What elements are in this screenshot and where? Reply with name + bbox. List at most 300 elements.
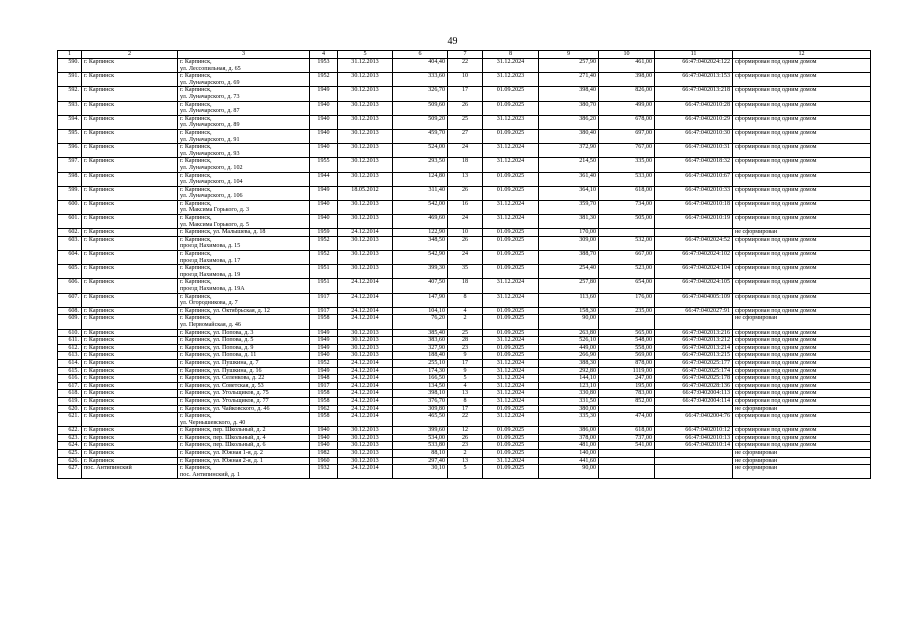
header-row — [58, 51, 871, 59]
table-row — [58, 265, 871, 279]
value-cell: 144,10 — [539, 375, 599, 383]
date-cell: 01.09.2025 — [483, 405, 539, 413]
value-cell: 254,40 — [539, 265, 599, 279]
status-cell: сформирован под одним домом — [733, 129, 871, 143]
status-cell: сформирован под одним домом — [733, 115, 871, 129]
column-header: 1 — [58, 51, 82, 59]
settlement-cell: г. Карпинск — [82, 390, 178, 398]
value-cell: 364,10 — [539, 186, 599, 200]
table-row — [58, 457, 871, 465]
address-cell — [178, 352, 310, 360]
value-cell: 474,00 — [599, 413, 655, 427]
year-cell: 1982 — [310, 450, 338, 458]
value-cell: 558,00 — [599, 344, 655, 352]
year-cell: 1940 — [310, 115, 338, 129]
area-cell: 327,90 — [393, 344, 448, 352]
row-number: 612. — [58, 344, 82, 352]
column-header: 7 — [448, 51, 483, 59]
settlement-cell: г. Карпинск — [82, 382, 178, 390]
row-number: 593. — [58, 101, 82, 115]
address-cell — [178, 405, 310, 413]
table-row — [58, 413, 871, 427]
address-cell — [178, 73, 310, 87]
row-number: 590. — [58, 59, 82, 73]
year-cell: 1917 — [310, 382, 338, 390]
row-number: 615. — [58, 367, 82, 375]
value-cell: 214,50 — [539, 158, 599, 172]
year-cell: 1958 — [310, 413, 338, 427]
address-line: г. Карпинск, — [180, 129, 212, 136]
value-cell: 263,80 — [539, 329, 599, 337]
address-cell — [178, 215, 310, 229]
date-cell: 01.09.2025 — [483, 265, 539, 279]
table-row — [58, 73, 871, 87]
address-cell — [178, 315, 310, 329]
address-cell — [178, 359, 310, 367]
address-cell — [178, 397, 310, 405]
row-number: 609. — [58, 315, 82, 329]
cadastral-number-cell: 66:47:0402018:32 — [655, 158, 733, 172]
value-cell: 266,90 — [539, 352, 599, 360]
address-cell — [178, 59, 310, 73]
date-cell: 31.12.2024 — [483, 367, 539, 375]
row-number: 621. — [58, 413, 82, 427]
value-cell: 783,00 — [599, 390, 655, 398]
row-number: 620. — [58, 405, 82, 413]
settlement-cell: г. Карпинск — [82, 87, 178, 101]
area-cell: 383,60 — [393, 337, 448, 345]
row-number: 602. — [58, 229, 82, 237]
date-cell: 31.12.2024 — [483, 457, 539, 465]
count-cell: 23 — [448, 442, 483, 450]
settlement-cell: г. Карпинск — [82, 352, 178, 360]
area-cell: 124,80 — [393, 172, 448, 186]
year-cell: 1940 — [310, 144, 338, 158]
status-cell: сформирован под одним домом — [733, 352, 871, 360]
date-cell: 30.12.2013 — [338, 144, 393, 158]
status-cell: сформирован под одним домом — [733, 172, 871, 186]
year-cell: 1955 — [310, 158, 338, 172]
column-header: 5 — [338, 51, 393, 59]
settlement-cell: г. Карпинск — [82, 359, 178, 367]
value-cell: 372,90 — [539, 144, 599, 158]
area-cell: 469,60 — [393, 215, 448, 229]
value-cell: 235,00 — [599, 307, 655, 315]
settlement-cell: г. Карпинск — [82, 251, 178, 265]
address-line: г. Карпинск, ул. Южная 1-я, д. 2 — [180, 450, 263, 457]
value-cell: 505,00 — [599, 215, 655, 229]
count-cell: 25 — [448, 329, 483, 337]
address-cell — [178, 279, 310, 293]
address-line: проезд Нахимова, д. 19А — [180, 286, 245, 292]
settlement-cell: г. Карпинск — [82, 344, 178, 352]
address-line: ул. Луначарского, д. 106 — [180, 193, 243, 200]
settlement-cell: г. Карпинск — [82, 375, 178, 383]
area-cell: 509,20 — [393, 115, 448, 129]
settlement-cell: г. Карпинск — [82, 405, 178, 413]
year-cell: 1960 — [310, 457, 338, 465]
status-cell: сформирован под одним домом — [733, 367, 871, 375]
count-cell: 18 — [448, 158, 483, 172]
address-cell — [178, 337, 310, 345]
cadastral-number-cell — [655, 465, 733, 479]
count-cell: 23 — [448, 344, 483, 352]
status-cell: не сформирован — [733, 229, 871, 237]
address-line: г. Карпинск, — [180, 115, 212, 122]
date-cell: 31.12.2024 — [483, 337, 539, 345]
date-cell: 30.12.2013 — [338, 251, 393, 265]
status-cell: не сформирован — [733, 405, 871, 413]
address-cell — [178, 144, 310, 158]
row-number: 599. — [58, 186, 82, 200]
settlement-cell: г. Карпинск — [82, 293, 178, 307]
year-cell: 1940 — [310, 434, 338, 442]
year-cell: 1932 — [310, 465, 338, 479]
year-cell: 1958 — [310, 397, 338, 405]
cadastral-number-cell: 66:47:0402013:218 — [655, 87, 733, 101]
settlement-cell: г. Карпинск — [82, 315, 178, 329]
area-cell: 293,50 — [393, 158, 448, 172]
date-cell: 24.12.2014 — [338, 229, 393, 237]
date-cell: 30.12.2013 — [338, 457, 393, 465]
table-row — [58, 200, 871, 214]
address-cell — [178, 442, 310, 450]
count-cell: 2 — [448, 315, 483, 329]
value-cell: 386,20 — [539, 115, 599, 129]
year-cell: 1948 — [310, 375, 338, 383]
status-cell: сформирован под одним домом — [733, 344, 871, 352]
count-cell: 17 — [448, 405, 483, 413]
table-row — [58, 434, 871, 442]
address-line: г. Карпинск, ул. Селенкова, д. 22 — [180, 375, 265, 382]
address-line: г. Карпинск, ул. Чайковского, д. 46 — [180, 405, 270, 412]
address-line: ул. Луначарского, д. 104 — [180, 179, 243, 186]
settlement-cell: г. Карпинск — [82, 115, 178, 129]
date-cell: 30.12.2013 — [338, 337, 393, 345]
year-cell: 1952 — [310, 359, 338, 367]
value-cell: 541,00 — [599, 442, 655, 450]
value-cell: 381,30 — [539, 215, 599, 229]
count-cell: 26 — [448, 101, 483, 115]
date-cell: 30.12.2013 — [338, 101, 393, 115]
address-cell — [178, 465, 310, 479]
count-cell: 27 — [448, 129, 483, 143]
year-cell: 1962 — [310, 405, 338, 413]
count-cell: 4 — [448, 382, 483, 390]
column-header: 10 — [599, 51, 655, 59]
address-cell — [178, 382, 310, 390]
settlement-cell: г. Карпинск — [82, 229, 178, 237]
value-cell: 526,10 — [539, 337, 599, 345]
year-cell: 1958 — [310, 390, 338, 398]
table-row — [58, 405, 871, 413]
value-cell: 335,00 — [599, 158, 655, 172]
cadastral-number-cell: 66:47:0402025:174 — [655, 367, 733, 375]
area-cell: 533,80 — [393, 442, 448, 450]
year-cell: 1949 — [310, 344, 338, 352]
count-cell: 4 — [448, 307, 483, 315]
table-row — [58, 382, 871, 390]
date-cell: 31.12.2024 — [483, 144, 539, 158]
date-cell: 30.12.2013 — [338, 344, 393, 352]
table-row — [58, 367, 871, 375]
status-cell: сформирован под одним домом — [733, 359, 871, 367]
address-cell — [178, 186, 310, 200]
area-cell: 398,10 — [393, 390, 448, 398]
status-cell: сформирован под одним домом — [733, 59, 871, 73]
status-cell: сформирован под одним домом — [733, 251, 871, 265]
address-line: г. Карпинск, — [180, 73, 212, 80]
settlement-cell: г. Карпинск — [82, 186, 178, 200]
settlement-cell: г. Карпинск — [82, 457, 178, 465]
area-cell: 348,50 — [393, 236, 448, 250]
area-cell: 333,60 — [393, 73, 448, 87]
year-cell: 1940 — [310, 352, 338, 360]
address-cell — [178, 375, 310, 383]
row-number: 619. — [58, 397, 82, 405]
value-cell: 195,00 — [599, 382, 655, 390]
count-cell: 26 — [448, 186, 483, 200]
settlement-cell: г. Карпинск — [82, 158, 178, 172]
count-cell: 10 — [448, 229, 483, 237]
area-cell: 542,00 — [393, 200, 448, 214]
date-cell: 01.09.2025 — [483, 229, 539, 237]
value-cell: 767,00 — [599, 144, 655, 158]
status-cell: сформирован под одним домом — [733, 442, 871, 450]
row-number: 606. — [58, 279, 82, 293]
address-line: ул. Луначарского, д. 91 — [180, 136, 240, 143]
address-cell — [178, 158, 310, 172]
cadastral-number-cell — [655, 457, 733, 465]
address-line: г. Карпинск, ул. Попова, д. 5 — [180, 337, 254, 344]
area-cell: 255,10 — [393, 359, 448, 367]
date-cell: 31.12.2024 — [483, 359, 539, 367]
cadastral-number-cell: 66:47:0402027:91 — [655, 307, 733, 315]
cadastral-number-cell — [655, 405, 733, 413]
value-cell: 654,00 — [599, 279, 655, 293]
status-cell: сформирован под одним домом — [733, 186, 871, 200]
status-cell: не сформирован — [733, 465, 871, 479]
settlement-cell: г. Карпинск — [82, 397, 178, 405]
status-cell: сформирован под одним домом — [733, 434, 871, 442]
count-cell: 8 — [448, 293, 483, 307]
date-cell: 01.09.2025 — [483, 186, 539, 200]
address-line: г. Карпинск, — [180, 279, 212, 286]
value-cell: 618,00 — [599, 427, 655, 435]
cadastral-number-cell: 66:47:0402004:114 — [655, 397, 733, 405]
value-cell — [599, 457, 655, 465]
settlement-cell: г. Карпинск — [82, 73, 178, 87]
table-row — [58, 172, 871, 186]
table-row — [58, 450, 871, 458]
area-cell: 407,50 — [393, 279, 448, 293]
value-cell: 380,70 — [539, 101, 599, 115]
value-cell: 90,00 — [539, 315, 599, 329]
value-cell: 123,10 — [539, 382, 599, 390]
value-cell: 271,40 — [539, 73, 599, 87]
settlement-cell: г. Карпинск — [82, 101, 178, 115]
address-line: г. Карпинск, — [180, 200, 212, 207]
address-line: проезд Нахимова, д. 15 — [180, 243, 241, 250]
address-line: ул. Луначарского, д. 69 — [180, 79, 240, 86]
date-cell: 01.09.2025 — [483, 101, 539, 115]
cadastral-number-cell — [655, 450, 733, 458]
table-row — [58, 344, 871, 352]
status-cell: сформирован под одним домом — [733, 158, 871, 172]
cadastral-number-cell: 66:47:0402010:33 — [655, 186, 733, 200]
address-cell — [178, 329, 310, 337]
count-cell: 13 — [448, 390, 483, 398]
value-cell: 449,00 — [539, 344, 599, 352]
date-cell: 30.12.2013 — [338, 427, 393, 435]
year-cell: 1940 — [310, 427, 338, 435]
cadastral-number-cell: 66:47:0402010:13 — [655, 434, 733, 442]
row-number: 624. — [58, 442, 82, 450]
status-cell: сформирован под одним домом — [733, 87, 871, 101]
value-cell: 532,00 — [599, 236, 655, 250]
table-row — [58, 359, 871, 367]
area-cell: 166,50 — [393, 375, 448, 383]
status-cell: сформирован под одним домом — [733, 293, 871, 307]
address-line: г. Карпинск, пер. Школьный, д. 6 — [180, 442, 266, 449]
value-cell: 113,60 — [539, 293, 599, 307]
row-number: 614. — [58, 359, 82, 367]
date-cell: 30.12.2013 — [338, 200, 393, 214]
table-row — [58, 251, 871, 265]
address-line: г. Карпинск, — [180, 465, 212, 472]
cadastral-number-cell: 66:47:0402010:14 — [655, 442, 733, 450]
value-cell: 380,40 — [539, 129, 599, 143]
count-cell: 13 — [448, 172, 483, 186]
count-cell: 22 — [448, 413, 483, 427]
count-cell: 13 — [448, 457, 483, 465]
table-row — [58, 465, 871, 479]
row-number: 618. — [58, 390, 82, 398]
settlement-cell: г. Карпинск — [82, 427, 178, 435]
date-cell: 01.09.2025 — [483, 87, 539, 101]
address-cell — [178, 229, 310, 237]
table-row — [58, 101, 871, 115]
cadastral-number-cell: 66:47:0402013:214 — [655, 344, 733, 352]
status-cell: сформирован под одним домом — [733, 337, 871, 345]
cadastral-number-cell: 66:47:0402004:76 — [655, 413, 733, 427]
table-row — [58, 390, 871, 398]
row-number: 617. — [58, 382, 82, 390]
address-line: г. Карпинск, пер. Школьный, д. 2 — [180, 427, 266, 434]
value-cell: 361,40 — [539, 172, 599, 186]
date-cell: 24.12.2014 — [338, 405, 393, 413]
settlement-cell: г. Карпинск — [82, 215, 178, 229]
table-row — [58, 158, 871, 172]
value-cell: 292,80 — [539, 367, 599, 375]
area-cell: 88,10 — [393, 450, 448, 458]
row-number: 604. — [58, 251, 82, 265]
value-cell — [599, 405, 655, 413]
cadastral-number-cell: 66:47:0402010:19 — [655, 215, 733, 229]
row-number: 607. — [58, 293, 82, 307]
date-cell: 01.09.2025 — [483, 344, 539, 352]
value-cell: 398,00 — [599, 73, 655, 87]
row-number: 594. — [58, 115, 82, 129]
status-cell: сформирован под одним домом — [733, 236, 871, 250]
address-cell — [178, 427, 310, 435]
address-line: ул. Максима Горького, д. 3 — [180, 207, 249, 214]
date-cell: 30.12.2013 — [338, 215, 393, 229]
area-cell: 534,00 — [393, 434, 448, 442]
status-cell: сформирован под одним домом — [733, 215, 871, 229]
value-cell: 257,80 — [539, 279, 599, 293]
value-cell: 359,70 — [539, 200, 599, 214]
column-header: 9 — [539, 51, 599, 59]
date-cell: 24.12.2014 — [338, 382, 393, 390]
table-row — [58, 59, 871, 73]
cadastral-number-cell: 66:47:0402013:215 — [655, 352, 733, 360]
table-row — [58, 144, 871, 158]
cadastral-number-cell: 66:47:0402024:122 — [655, 59, 733, 73]
column-header: 12 — [733, 51, 871, 59]
address-line: г. Карпинск, ул. Угольщиков, д. 77 — [180, 397, 269, 404]
date-cell: 30.12.2013 — [338, 115, 393, 129]
table-row — [58, 186, 871, 200]
row-number: 598. — [58, 172, 82, 186]
address-line: г. Карпинск, — [180, 236, 212, 243]
area-cell: 311,40 — [393, 186, 448, 200]
year-cell: 1952 — [310, 251, 338, 265]
address-line: ул. Луначарского, д. 87 — [180, 108, 240, 115]
address-line: проезд Нахимова, д. 19 — [180, 271, 241, 278]
value-cell: 618,00 — [599, 186, 655, 200]
date-cell: 31.12.2024 — [483, 215, 539, 229]
area-cell: 385,40 — [393, 329, 448, 337]
count-cell: 12 — [448, 427, 483, 435]
year-cell: 1917 — [310, 293, 338, 307]
row-number: 595. — [58, 129, 82, 143]
date-cell: 30.12.2013 — [338, 450, 393, 458]
settlement-cell: г. Карпинск — [82, 367, 178, 375]
table-row — [58, 229, 871, 237]
address-cell — [178, 251, 310, 265]
date-cell: 24.12.2014 — [338, 465, 393, 479]
year-cell: 1952 — [310, 73, 338, 87]
address-cell — [178, 101, 310, 115]
cadastral-number-cell: 66:47:0402024:52 — [655, 236, 733, 250]
cadastral-number-cell: 66:47:0402010:67 — [655, 172, 733, 186]
date-cell: 30.12.2013 — [338, 158, 393, 172]
year-cell: 1944 — [310, 172, 338, 186]
year-cell: 1940 — [310, 129, 338, 143]
address-line: г. Карпинск, ул. Советская, д. 53 — [180, 382, 264, 389]
table-row — [58, 129, 871, 143]
value-cell: 378,00 — [539, 434, 599, 442]
cadastral-number-cell: 66:47:0402024:102 — [655, 251, 733, 265]
table-row — [58, 307, 871, 315]
value-cell: 523,00 — [599, 265, 655, 279]
address-cell — [178, 236, 310, 250]
address-line: г. Карпинск, ул. Малышева, д. 18 — [180, 229, 266, 236]
status-cell: сформирован под одним домом — [733, 73, 871, 87]
year-cell: 1949 — [310, 186, 338, 200]
status-cell: сформирован под одним домом — [733, 329, 871, 337]
row-number: 600. — [58, 200, 82, 214]
address-line: ул. Чернышевского, д. 40 — [180, 419, 246, 426]
date-cell: 24.12.2014 — [338, 315, 393, 329]
date-cell: 01.09.2025 — [483, 315, 539, 329]
area-cell: 509,60 — [393, 101, 448, 115]
value-cell: 90,00 — [539, 465, 599, 479]
area-cell: 542,90 — [393, 251, 448, 265]
column-header: 4 — [310, 51, 338, 59]
settlement-cell: г. Карпинск — [82, 279, 178, 293]
